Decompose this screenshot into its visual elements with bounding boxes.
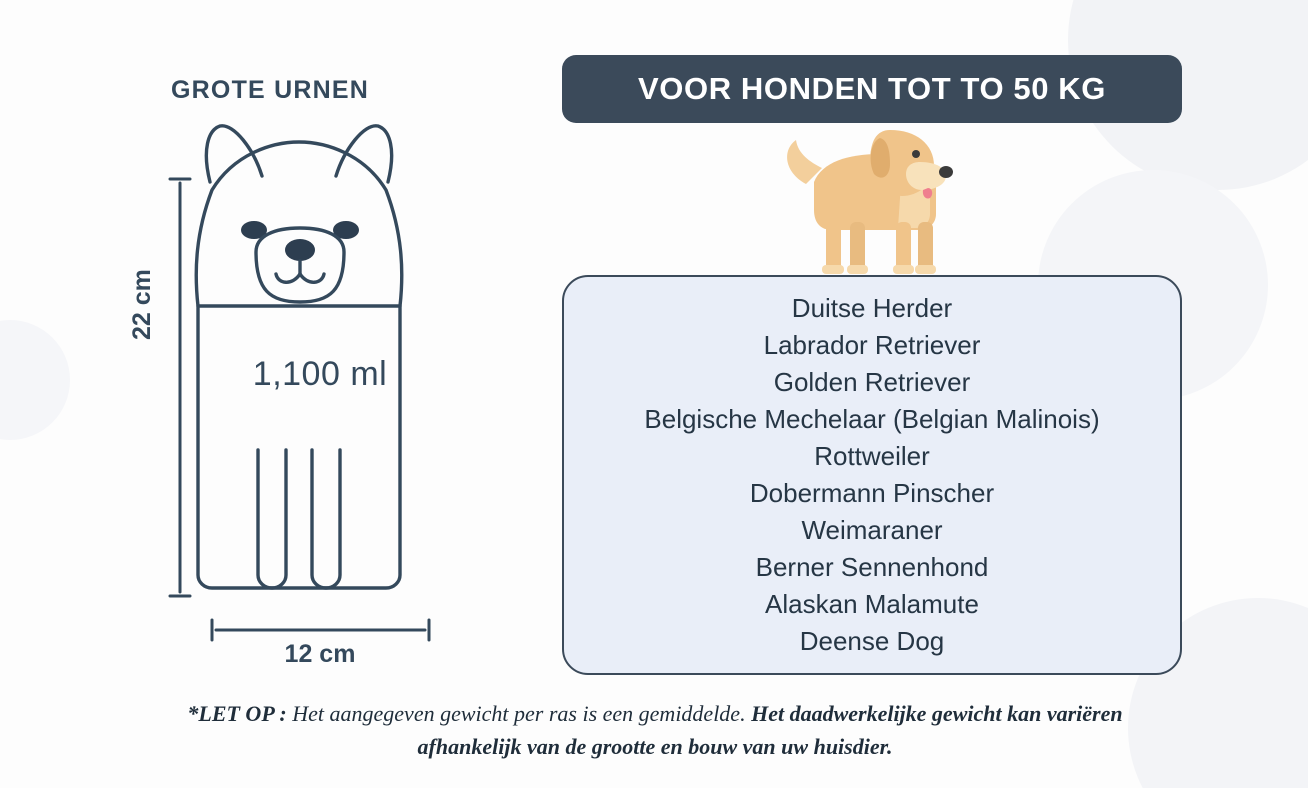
footnote-label: *LET OP : (187, 701, 287, 726)
list-item: Weimaraner (801, 514, 943, 545)
urn-width-label: 12 cm (284, 640, 356, 668)
footnote (150, 697, 1160, 763)
urn-section (0, 0, 540, 700)
footnote-text: Het aangegeven gewicht per ras is een gemiddelde. (286, 701, 752, 726)
list-item: Berner Sennenhond (755, 551, 989, 582)
list-item: Golden Retriever (773, 367, 971, 398)
list-item: Rottweiler (814, 441, 930, 472)
urn-volume-label: 1,100 ml (252, 355, 388, 393)
weight-header-banner (562, 55, 1182, 123)
list-item: Labrador Retriever (763, 330, 981, 361)
width-dimension-line (208, 618, 433, 642)
height-dimension-line (168, 175, 192, 600)
list-item: Dobermann Pinscher (749, 478, 995, 508)
golden-retriever-icon (770, 110, 970, 280)
footnote-text-bold: Het daadwerkelijke gewicht kan variëren afhankelijk van de grootte en bouw van uw huisdier. (417, 701, 1123, 759)
urn-section-title: GROTE URNEN (171, 76, 369, 104)
list-item: Duitse Herder (791, 293, 953, 324)
list-item: Belgische Mechelaar (Belgian Malinois) (644, 404, 1100, 435)
weight-header-text: VOOR HONDEN TOT TO 50 KG (638, 71, 1106, 106)
urn-height-label: 22 cm (128, 269, 156, 340)
list-item: Deense Dog (799, 625, 945, 656)
breed-list-box (562, 275, 1182, 675)
list-item: Alaskan Malamute (765, 588, 979, 619)
